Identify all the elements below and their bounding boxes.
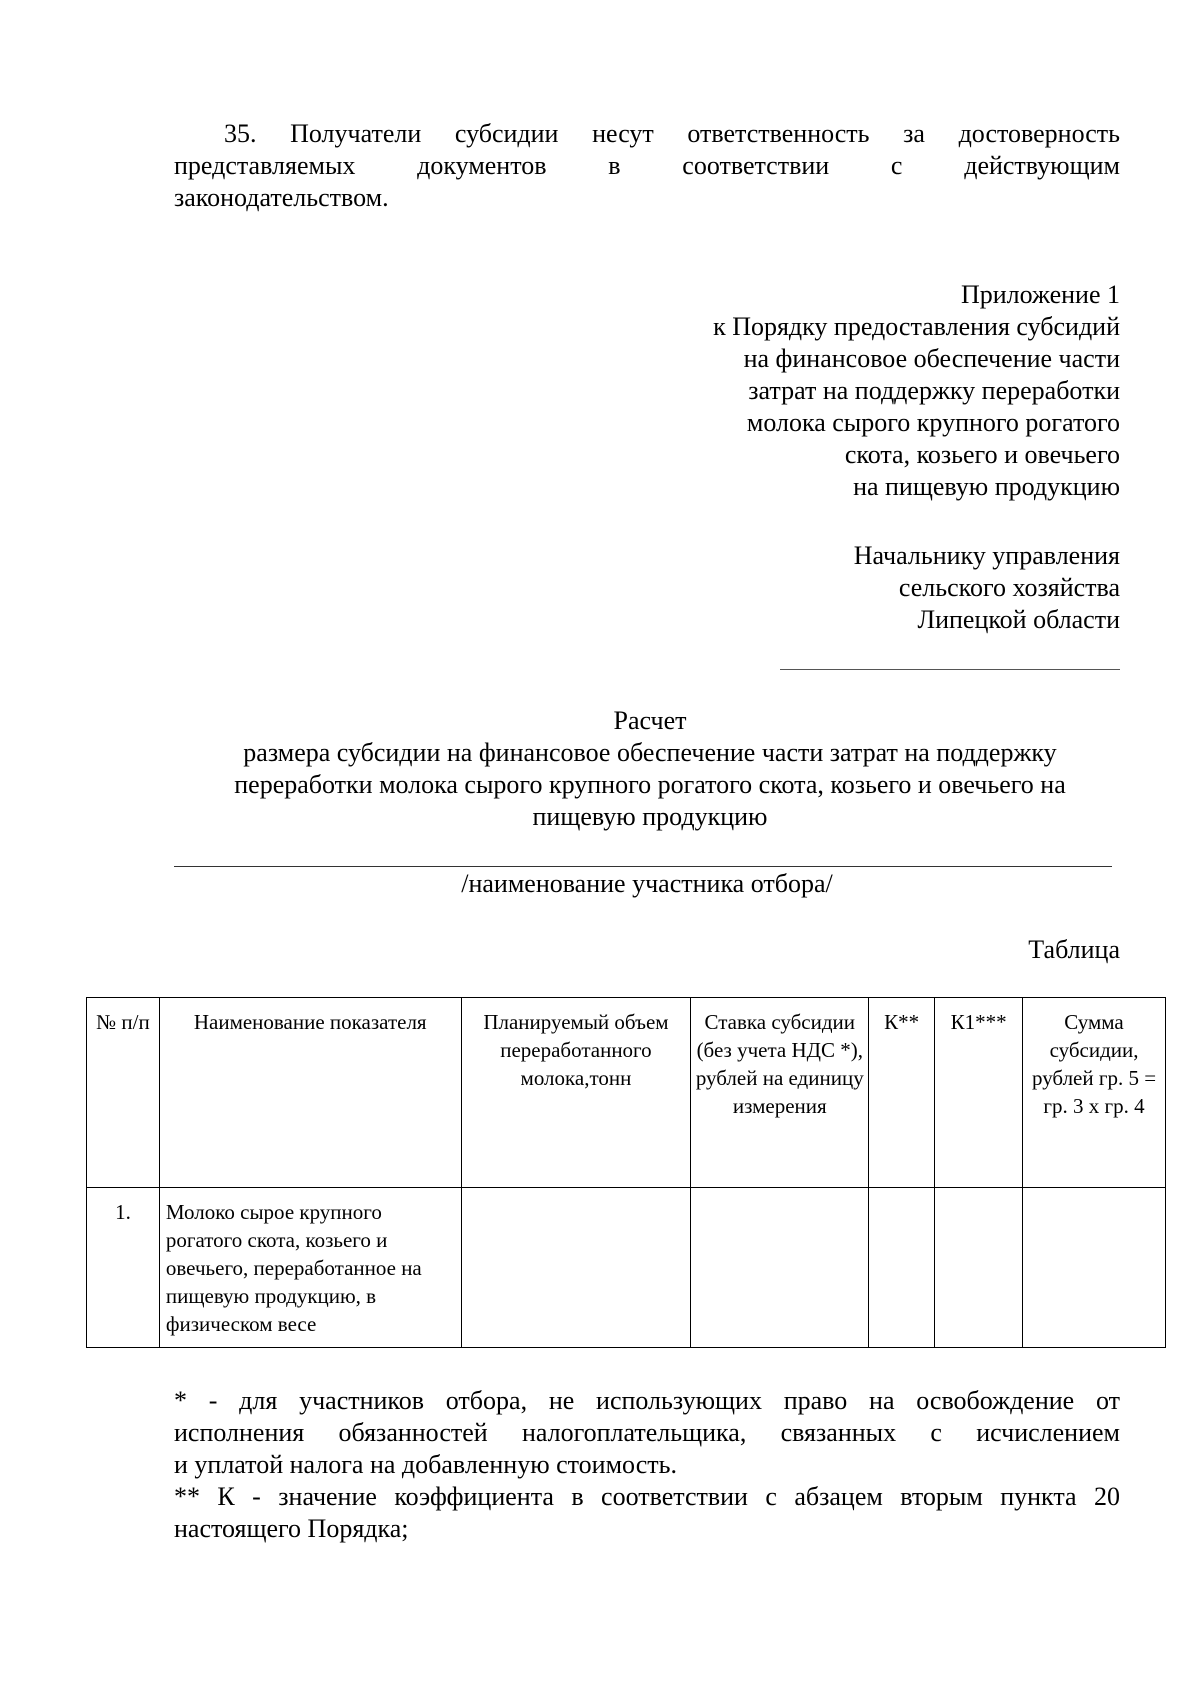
paragraph-35-line: законодательством. [174,183,389,212]
footnote-1-line: исполнения обязанностей налогоплательщика, связанных с исчислением [174,1418,1120,1447]
column-header-indicator: Наименование показателя [159,998,461,1188]
cell-volume[interactable] [461,1188,691,1348]
column-header-sum: Сумма субсидии, рублей гр. 5 = гр. 3 х гр. 4 [1023,998,1166,1188]
footnotes [174,1385,1120,1545]
table-label: Таблица [1028,935,1120,964]
footnote-2-line: настоящего Порядка; [174,1514,409,1543]
cell-k1[interactable] [935,1188,1023,1348]
column-header-volume: Планируемый объем переработанного молока,тонн [461,998,691,1188]
title-line: размера субсидии на финансовое обеспечение части затрат на поддержку [243,738,1057,767]
appendix-line: к Порядку предоставления субсидий [713,312,1120,341]
paragraph-35-line: 35. Получатели субсидии несут ответственность за достоверность [224,119,1120,148]
addressee-line: Начальнику управления [853,541,1120,570]
appendix-line: Приложение 1 [960,280,1120,309]
paragraph-35-line: представляемых документов в соответствии с действующим [174,151,1120,180]
cell-k[interactable] [869,1188,935,1348]
column-header-number: № п/п [87,998,160,1188]
column-header-rate: Ставка субсидии (без учета НДС *), рублей на единицу измерения [691,998,869,1188]
appendix-header [713,279,1120,503]
paragraph-35 [174,118,1120,214]
document-title [180,705,1120,833]
title-line: переработки молока сырого крупного рогатого скота, козьего и овечьего на [234,770,1066,799]
appendix-line: на финансовое обеспечение части [743,344,1120,373]
column-header-k1: К1*** [935,998,1023,1188]
cell-rate[interactable] [691,1188,869,1348]
appendix-line: на пищевую продукцию [853,472,1120,501]
addressee-line: сельского хозяйства [898,573,1120,602]
title-line: Расчет [613,706,687,735]
title-line: пищевую продукцию [532,802,768,831]
addressee [854,540,1120,636]
appendix-line: затрат на поддержку переработки [748,376,1120,405]
footnote-1-line: и уплатой налога на добавленную стоимость. [174,1450,677,1479]
appendix-line: молока сырого крупного рогатого [746,408,1120,437]
column-header-k: К** [869,998,935,1188]
cell-indicator: Молоко сырое крупного рогатого скота, козьего и овечьего, переработанное на пищевую продукцию, в физическом весе [159,1188,461,1348]
cell-sum[interactable] [1023,1188,1166,1348]
signature-line [780,669,1120,670]
addressee-line: Липецкой области [917,605,1120,634]
table-row [87,1188,1166,1348]
cell-number: 1. [87,1188,160,1348]
footnote-1-line: * - для участников отбора, не использующих право на освобождение от [174,1386,1120,1415]
appendix-line: скота, козьего и овечьего [844,440,1120,469]
participant-name-line [174,866,1112,867]
subsidy-calculation-table [86,997,1166,1348]
footnote-2-line: ** К - значение коэффициента в соответствии с абзацем вторым пункта 20 [174,1482,1120,1511]
table-header-row [87,998,1166,1188]
participant-caption: /наименование участника отбора/ [461,869,833,898]
